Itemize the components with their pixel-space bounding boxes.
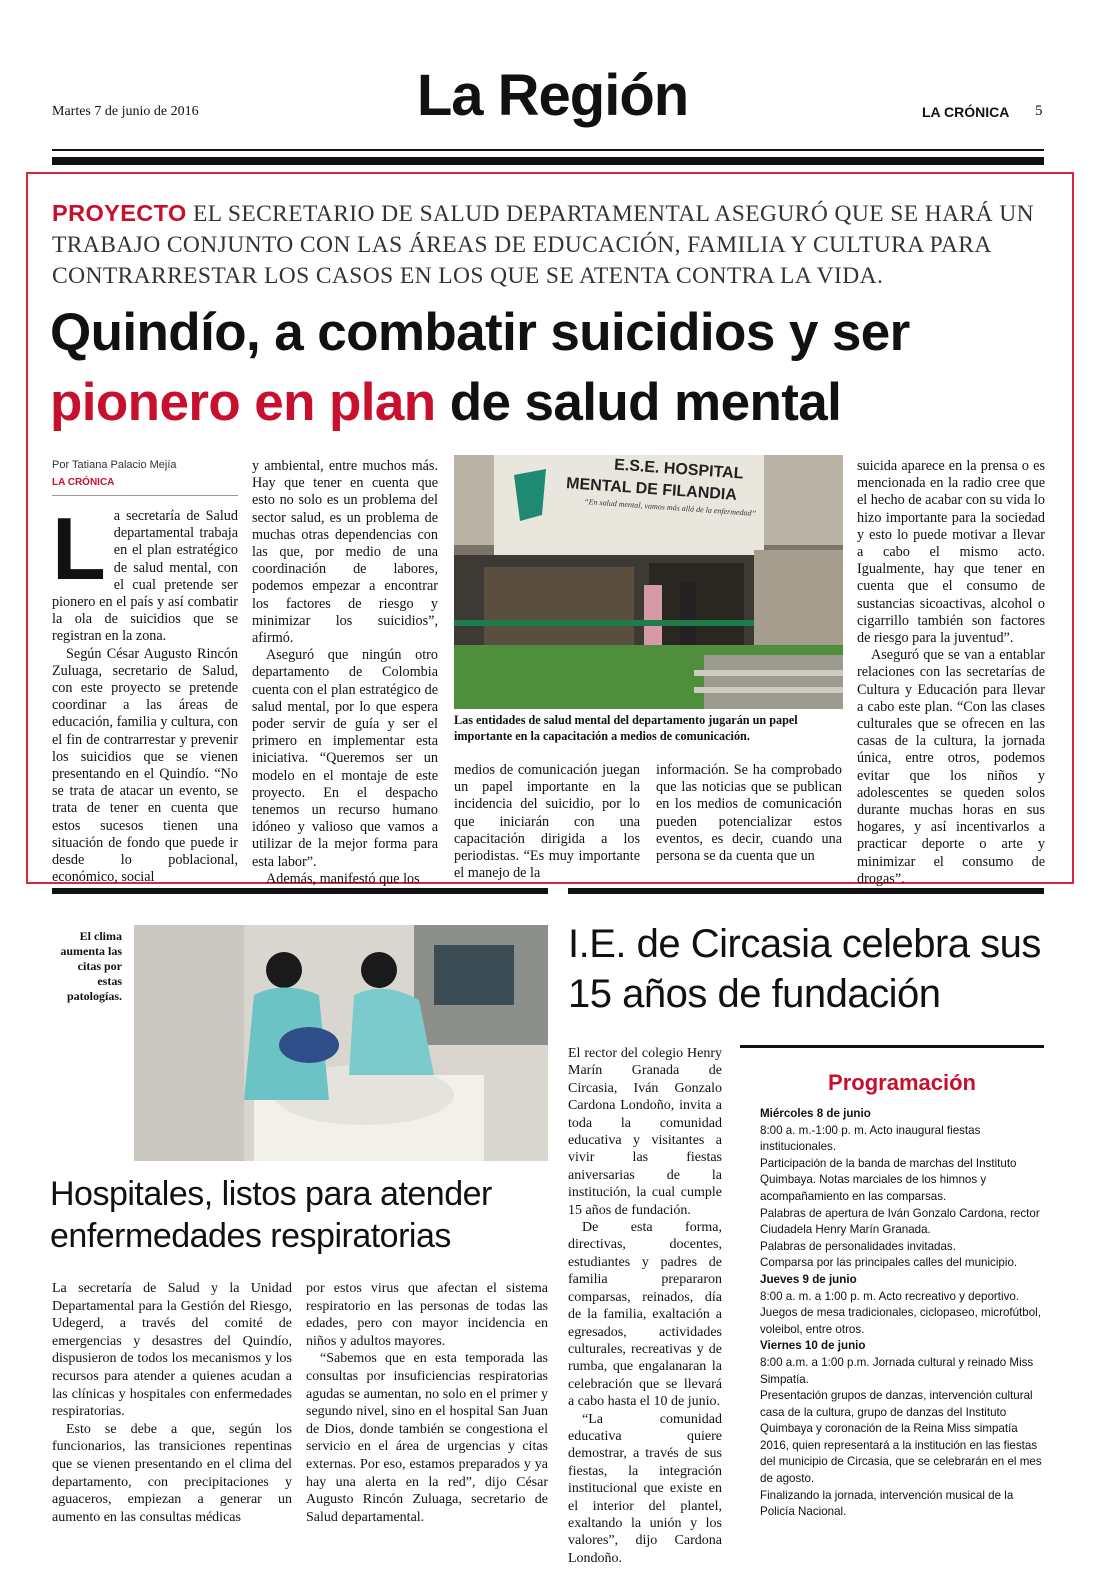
lead-kicker: PROYECTO xyxy=(52,200,187,226)
circasia-column xyxy=(568,1045,722,1567)
circasia-p2: De esta forma, directivas, docentes, estudiantes y padres de familia prepararon comparsas, reinados, día de la familia, exaltación a egresados, actividades culturales, recreativas y de rumba, que engalanaran la celebración que se llevará a cabo hasta el 10 de junio. xyxy=(568,1220,722,1410)
program-day3-item: 8:00 a.m. a 1:00 p.m. Jornada cultural y reinado Miss Simpatía. xyxy=(760,1355,1034,1386)
byline-rule xyxy=(52,495,238,496)
lead-col1-p2: Según César Augusto Rincón Zuluaga, secretario de Salud, con este proyecto se pretende coordinar a las áreas de educación, familia y cultura, con el fin de contrarrestar y prevenir los suicidios que se vienen presentando en el Quindío. “No se trata de atacar un evento, se trata de tener en cuenta que estos sucesos tienen una situación de fondo que puede ir desde lo poblacional, económico, social xyxy=(52,645,238,886)
paper-name: LA CRÓNICA xyxy=(922,104,1010,120)
circasia-headline: I.E. de Circasia celebra sus 15 años de fundación xyxy=(568,922,1041,1016)
header-rule-thick xyxy=(52,157,1044,165)
lead-col1-p1: a secretaría de Salud departamental trabaja en el plan estratégico de salud mental, con el cual pretende ser pionero en el país y así combatir la ola de suicidios que se registran en la zona. xyxy=(52,508,238,645)
program-title: Programación xyxy=(828,1070,976,1095)
hospital-photo xyxy=(454,455,843,709)
lead-column-1 xyxy=(52,499,238,886)
program-day3-item: Presentación grupos de danzas, intervención cultural casa de la cultura, grupo de danzas del Instituto Quimbaya y coronación de la Reina Miss simpatía 2016, quien representará a la institución en las fiestas del municipio de Circasia, que se celebrarán en el mes de agosto. xyxy=(760,1389,1042,1486)
lead-column-2 xyxy=(252,458,438,888)
byline: Por Tatiana Palacio Mejía xyxy=(52,459,177,471)
lead-col3-text: medios de comunicación juegan un papel importante en la incidencia del suicidio, por lo que iniciarán con una capacitación dirigida a los periodistas. “Es muy importante el manejo de la xyxy=(454,762,640,882)
lead-deck xyxy=(52,198,1048,292)
program-day-1: Miércoles 8 de junio xyxy=(760,1107,871,1120)
header-rule-thin xyxy=(52,149,1044,151)
respiratory-column-2 xyxy=(306,1280,548,1526)
respiratory-headline: Hospitales, listos para atender enfermedades respiratorias xyxy=(50,1175,492,1255)
respiratory-photo-art xyxy=(134,925,548,1161)
photo-sign-slogan: “En salud mental, vamos más allá de la enfermedad” xyxy=(583,497,757,518)
respiratory-col1-p1: La secretaría de Salud y la Unidad Departamental para la Gestión del Riesgo, Udegerd, a través del comité de emergencias y desastres del Quindío, dispusieron de todos los mecanismos y los recursos para atender a quienes acudan a las clínicas y hospitales con enfermedades respiratorias. xyxy=(52,1281,292,1420)
lower-rule-right xyxy=(568,888,1044,894)
lead-col2-p1: y ambiental, entre muchos más. Hay que tener en cuenta que esto no solo es un problema del sector salud, es un problema de muchas otras dependencias con las que, por medio de una coordinación de labores, podemos empezar a encontrar los factores de riesgo y minimizar los suicidios”, afirmó. xyxy=(252,458,438,647)
program-day-3: Viernes 10 de junio xyxy=(760,1339,866,1353)
lead-column-4 xyxy=(656,762,842,865)
lead-column-3 xyxy=(454,762,640,882)
lead-headline-line2 xyxy=(50,372,841,433)
program-day1-item: Palabras de personalidades invitadas. xyxy=(760,1239,956,1253)
lead-deck-text: EL SECRETARIO DE SALUD DEPARTAMENTAL ASEGURÓ QUE SE HARÁ UN TRABAJO CONJUNTO CON LAS ÁREAS DE EDUCACIÓN, FAMILIA Y CULTURA PARA CONTRARRESTAR LOS CASOS EN LOS QUE SE ATENTA CONTRA LA VIDA. xyxy=(52,201,1034,289)
lead-col4-text: información. Se ha comprobado que las noticias que se publican en los medios de comunicación pueden potencializar estos eventos, es decir, cuando una persona se da cuenta que un xyxy=(656,762,842,865)
respiratory-col2-p2: “Sabemos que en esta temporada las consultas por insuficiencias respiratorias agudas se aumentan, no solo en el primer y segundo nivel, sino en el hospital San Juan de Dios, donde también se congestiona el servicio en el área de urgencias y citas externas. Por eso, estamos preparados y ya hay una alerta en la red”, dijo César Augusto Rincón Zuluaga, secretario de Salud departamental. xyxy=(306,1351,548,1525)
photo-sign-line1: E.S.E. HOSPITAL xyxy=(613,456,744,483)
program-day3-item: Finalizando la jornada, intervención musical de la Policía Nacional. xyxy=(760,1488,1014,1519)
program-day1-item: Comparsa por las principales calles del municipio. xyxy=(760,1256,1018,1270)
byline-source: LA CRÓNICA xyxy=(52,477,115,488)
program-day1-item: Palabras de apertura de Iván Gonzalo Cardona, rector Ciudadela Henry Marín Granada. xyxy=(760,1206,1040,1237)
photo-sign-line2: MENTAL DE FILANDIA xyxy=(565,475,738,504)
lead-column-5 xyxy=(857,458,1045,888)
page-number: 5 xyxy=(1035,103,1043,119)
respiratory-col1-p2: Esto se debe a que, según los funcionarios, las transiciones repentinas que se vienen presentando en el clima del departamento, con precipitaciones y aguaceros, empiezan a generar un aumento en las consultas médicas xyxy=(52,1421,292,1525)
drop-cap: L xyxy=(52,499,106,598)
program-top-rule xyxy=(740,1045,1044,1048)
lower-rule-left xyxy=(52,888,548,894)
program-day2-item: Juegos de mesa tradicionales, ciclopaseo, microfútbol, voleibol, entre otros. xyxy=(760,1306,1041,1336)
lead-col5-p1: suicida aparece en la prensa o es mencionada en la radio cree que el hecho de acabar con su vida lo hizo importante para la sociedad y esto lo puede motivar a llevar a cabo el mismo acto. Igualmente, hay que tener en cuenta que el consumo de sustancias sicoactivas, alcohol o cigarrillo también son factores de riesgo para la juventud”. xyxy=(857,458,1045,647)
circasia-p3: “La comunidad educativa quiere demostrar, a través de sus fiestas, la integración institucional que existe en el interior del plantel, exaltando la unión y los valores”, dijo Cardona Londoño. xyxy=(568,1411,722,1566)
lead-col2-p2: Aseguró que ningún otro departamento de Colombia cuenta con el plan estratégico de salud mental, por lo que espera poder servir de guía y ser el primero en implementar esta iniciativa. “Queremos ser un modelo en el montaje de este proyecto. En el despacho tenemos un recurso humano idóneo y valioso que vamos a utilizar de la mejor forma para esta labor”. xyxy=(252,647,438,870)
respiratory-col2-p1: por estos virus que afectan el sistema respiratorio en las personas de todas las edades, pero con mayor incidencia en niños y adultos mayores. xyxy=(306,1281,548,1349)
issue-date: Martes 7 de junio de 2016 xyxy=(52,104,199,119)
section-title: La Región xyxy=(416,63,689,128)
lead-headline-line1: Quindío, a combatir suicidios y ser xyxy=(50,303,910,362)
lead-headline-highlight: pionero en plan xyxy=(50,373,436,432)
hospital-photo-caption: Las entidades de salud mental del departamento jugarán un papel importante en la capacitación a medios de comunicación. xyxy=(454,713,798,743)
program-day-2: Jueves 9 de junio xyxy=(760,1272,857,1286)
respiratory-photo xyxy=(134,925,548,1161)
circasia-p1: El rector del colegio Henry Marín Granada de Circasia, Iván Gonzalo Cardona Londoño, invita a toda la comunidad educativa y visitantes a vivir las fiestas aniversarias de la institución, la cual cumple 15 años de fundación. xyxy=(568,1046,722,1218)
program-day2-item: 8:00 a. m. a 1:00 p. m. Acto recreativo y deportivo. xyxy=(760,1289,1020,1303)
lead-headline-rest: de salud mental xyxy=(449,373,842,432)
respiratory-column-1 xyxy=(52,1280,292,1526)
program-box xyxy=(760,1070,1044,1521)
program-day1-item: 8:00 a. m.-1:00 p. m. Acto inaugural fiestas institucionales. xyxy=(760,1123,981,1154)
program-day1-item: Participación de la banda de marchas del Instituto Quimbaya. Notas marciales de los himnos y acompañamiento en las comparsas. xyxy=(760,1156,1017,1203)
respiratory-photo-caption: El clima aumenta las citas por estas patologías. xyxy=(60,929,122,1003)
lead-col5-p2: Aseguró que se van a entablar relaciones con las secretarías de Cultura y Educación para llevar a cabo este plan. “Con las clases culturales que se ofrecen en las casas de la cultura, la jornada única, entre otros, podemos evitar que los niños y adolescentes se queden solos durante muchas horas en sus hogares, y así incentivarlos a practicar deporte o arte y minimizar el consumo de drogas”. xyxy=(857,647,1045,887)
lead-col2-p3: Además, manifestó que los xyxy=(266,870,420,887)
